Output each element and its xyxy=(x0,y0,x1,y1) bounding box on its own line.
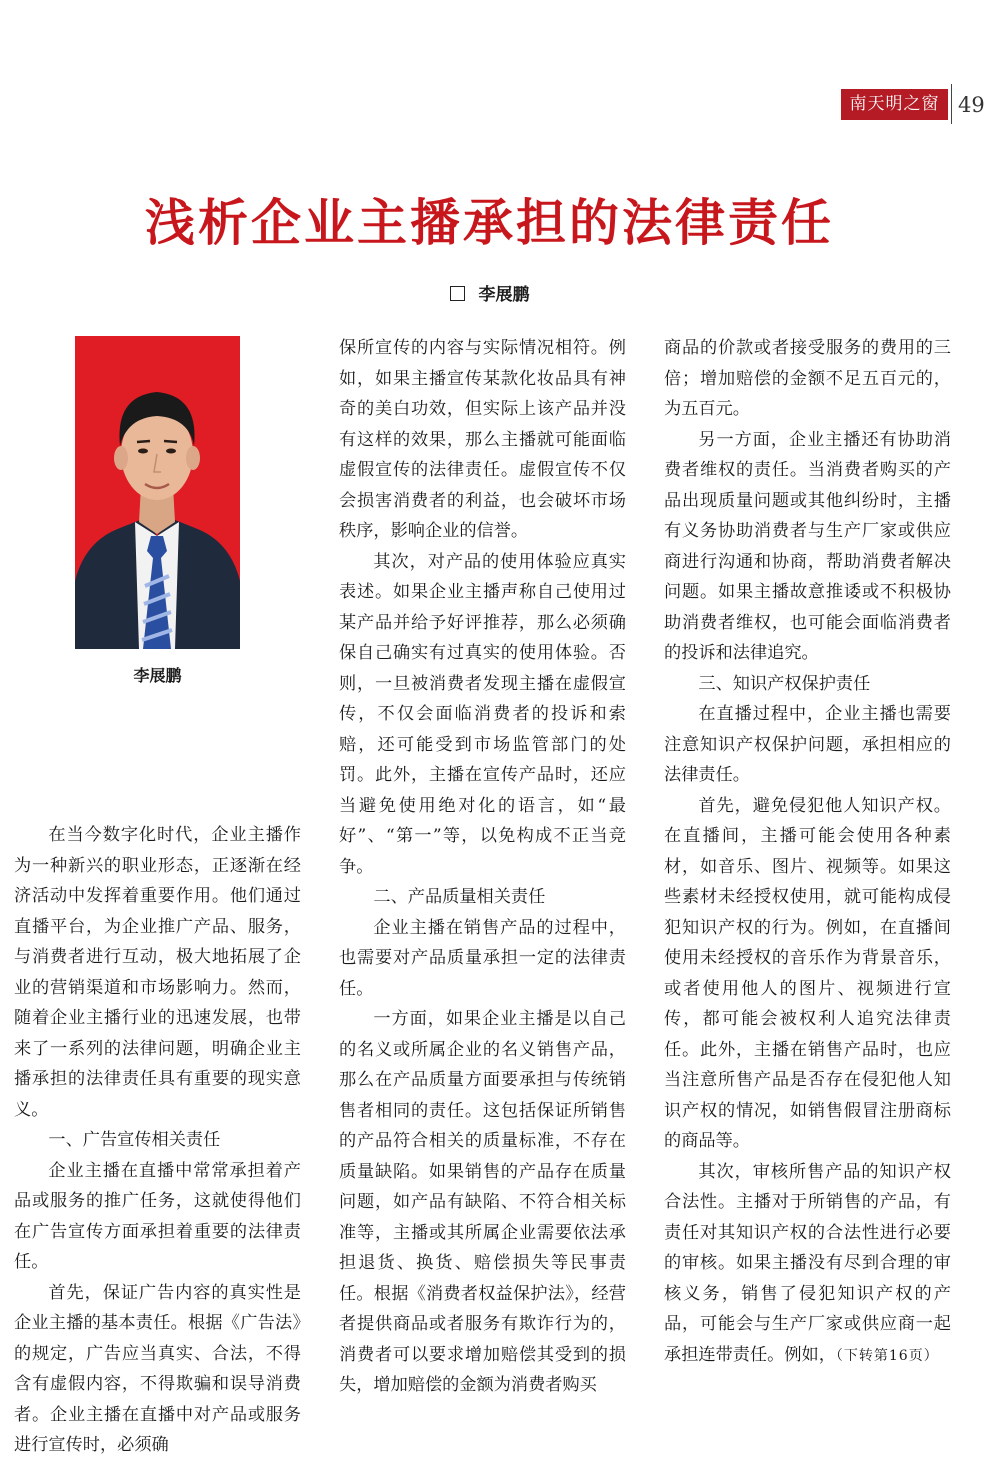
paragraph: 商品的价款或者接受服务的费用的三倍；增加赔偿的金额不足五百元的，为五百元。 xyxy=(664,338,951,419)
section-tag: 南天明之窗 xyxy=(841,89,948,120)
paragraph: 首先，保证广告内容的真实性是企业主播的基本责任。根据《广告法》的规定，广告应当真实、合法，不得含有虚假内容，不得欺骗和误导消费者。企业主播在直播中对产品或服务进行宣传时，必须确 xyxy=(14,1282,301,1455)
section-heading: 三、知识产权保护责任 xyxy=(698,673,871,694)
byline xyxy=(0,282,979,308)
paragraph: 在直播过程中，企业主播也需要注意知识产权保护问题，承担相应的法律责任。 xyxy=(664,704,951,785)
paragraph: 首先，避免侵犯他人知识产权。在直播间，主播可能会使用各种素材，如音乐、图片、视频等。如果这些素材未经授权使用，就可能构成侵犯知识产权的行为。例如，在直播间使用未经授权的音乐作为背景音乐，或者使用他人的图片、视频进行宣传，都可能会被权利人追究法律责任。此外，主播在销售产品时，也应当注意所售产品是否存在侵犯他人知识产权的情况，如销售假冒注册商标的商品等。 xyxy=(664,795,951,1151)
article-title: 浅析企业主播承担的法律责任 xyxy=(145,194,834,252)
section-heading: 二、产品质量相关责任 xyxy=(373,887,546,907)
photo-caption: 李展鹏 xyxy=(133,666,182,685)
text-column-1 xyxy=(14,820,301,1461)
paragraph-text: 其次，审核所售产品的知识产权合法性。主播对于所销售的产品，有责任对其知识产权的合法性进行必要的审核。如果主播没有尽到合理的审核义务，销售了侵犯知识产权的产品，可能会与生产厂家或供应商一起承担连带责任。例如， xyxy=(664,1161,951,1365)
text-column-3 xyxy=(664,333,951,1371)
paragraph: 另一方面，企业主播还有协助消费者维权的责任。当消费者购买的产品出现质量问题或其他纠纷时，主播有义务协助消费者与生产厂家或供应商进行沟通和协商，帮助消费者解决问题。如果主播故意推诿或不积极协助消费者维权，也可能会面临消费者的投诉和法律追究。 xyxy=(664,429,951,663)
author-name: 李展鹏 xyxy=(478,285,530,305)
author-portrait xyxy=(75,336,240,649)
continued-note: （下转第16页） xyxy=(835,1347,939,1364)
paragraph: 在当今数字化时代，企业主播作为一种新兴的职业形态，正逐渐在经济活动中发挥着重要作用。他们通过直播平台，为企业推广产品、服务，与消费者进行互动，极大地拓展了企业的营销渠道和市场影响力。然而，随着企业主播行业的迅速发展，也带来了一系列的法律问题，明确企业主播承担的法律责任具有重要的现实意义。 xyxy=(14,825,301,1120)
paragraph: 其次，对产品的使用体验应真实表述。如果企业主播声称自己使用过某产品并给予好评推荐，那么必须确保自己确实有过真实的使用体验。否则，一旦被消费者发现主播在虚假宣传，不仅会面临消费者的投诉和索赔，还可能受到市场监管部门的处罚。此外，主播在宣传产品时，还应当避免使用绝对化的语言，如“最好”、“第一”等，以免构成不正当竞争。 xyxy=(339,551,626,877)
paragraph: 一方面，如果企业主播是以自己的名义或所属企业的名义销售产品，那么在产品质量方面要承担与传统销售者相同的责任。这包括保证所销售的产品符合相关的质量标准，不存在质量缺陷。如果销售的产品存在质量问题，如产品有缺陷、不符合相关标准等，主播或其所属企业需要依法承担退货、换货、赔偿损失等民事责任。根据《消费者权益保护法》，经营者提供商品或者服务有欺诈行为的，消费者可以要求增加赔偿其受到的损失，增加赔偿的金额为消费者购买 xyxy=(339,1009,626,1395)
text-column-2 xyxy=(339,333,626,1401)
paragraph: 企业主播在直播中常常承担着产品或服务的推广任务，这就使得他们在广告宣传方面承担着重要的法律责任。 xyxy=(14,1160,301,1272)
page-number: 49 xyxy=(958,93,985,117)
paragraph: 保所宣传的内容与实际情况相符。例如，如果主播宣传某款化妆品具有神奇的美白功效，但实际上该产品并没有这样的效果，那么主播就可能面临虚假宣传的法律责任。虚假宣传不仅会损害消费者的利益，也会破坏市场秩序，影响企业的信誉。 xyxy=(339,338,626,541)
header-divider xyxy=(951,84,952,124)
paragraph: 企业主播在销售产品的过程中，也需要对产品质量承担一定的法律责任。 xyxy=(339,917,626,999)
section-heading: 一、广告宣传相关责任 xyxy=(48,1130,221,1150)
paragraph-last xyxy=(664,1157,951,1372)
checkbox-square-icon xyxy=(450,286,465,301)
